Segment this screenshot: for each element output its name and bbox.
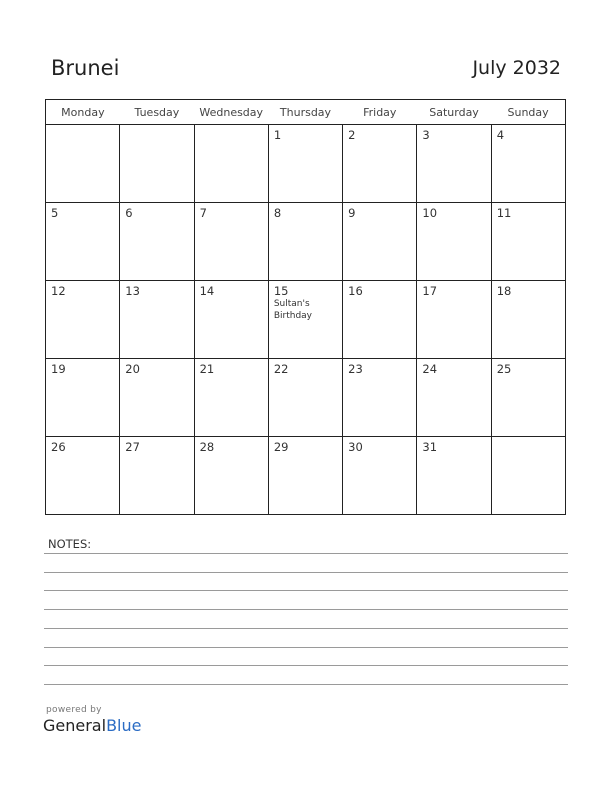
brand-logo (43, 716, 141, 735)
day-number: 19 (51, 362, 66, 376)
calendar-grid (45, 99, 566, 515)
calendar-day-cell (268, 359, 342, 437)
note-line (44, 572, 568, 573)
calendar-day-cell (343, 281, 417, 359)
day-number: 23 (348, 362, 363, 376)
calendar-day-cell (194, 437, 268, 515)
holiday-label: Sultan's Birthday (273, 299, 313, 321)
brand-logo-general: General (43, 716, 107, 735)
calendar-day-cell (417, 437, 491, 515)
calendar-day-cell (491, 437, 565, 515)
country-title: Brunei (51, 56, 120, 80)
calendar-day-cell (343, 359, 417, 437)
day-number: 25 (496, 362, 512, 376)
calendar-week-row (46, 437, 566, 515)
day-number: 11 (496, 206, 512, 220)
calendar-day-cell (268, 437, 342, 515)
calendar-day-cell (46, 125, 120, 203)
day-number: 8 (273, 206, 282, 220)
day-number: 29 (273, 440, 289, 454)
calendar-day-cell (343, 125, 417, 203)
calendar-day-cell (194, 281, 268, 359)
calendar-day-cell (417, 125, 491, 203)
weekday-header-tuesday: Tuesday (120, 100, 194, 125)
day-number: 31 (422, 440, 438, 454)
day-number: 20 (125, 362, 140, 376)
note-line (44, 609, 568, 610)
weekday-header-wednesday: Wednesday (194, 100, 268, 125)
note-line (44, 684, 568, 685)
calendar-day-cell (194, 203, 268, 281)
calendar-day-cell (491, 125, 565, 203)
day-number: 13 (125, 284, 140, 298)
calendar-day-cell (46, 281, 120, 359)
day-number: 14 (199, 284, 215, 298)
calendar-day-cell (491, 359, 565, 437)
note-line (44, 628, 568, 629)
day-number: 24 (422, 362, 438, 376)
day-number: 15 (273, 284, 289, 298)
day-number: 9 (348, 206, 356, 220)
weekday-header-friday: Friday (343, 100, 417, 125)
weekday-header-monday: Monday (46, 100, 120, 125)
calendar-day-cell (417, 203, 491, 281)
day-number: 17 (422, 284, 438, 298)
day-number: 28 (199, 440, 215, 454)
calendar-day-cell (194, 359, 268, 437)
day-number: 26 (51, 440, 66, 454)
day-number: 21 (199, 362, 215, 376)
calendar-day-cell (120, 125, 194, 203)
calendar-day-cell (268, 125, 342, 203)
day-number: 27 (125, 440, 140, 454)
calendar-body (46, 125, 566, 515)
day-number: 12 (51, 284, 66, 298)
calendar-week-row (46, 281, 566, 359)
day-number: 22 (273, 362, 289, 376)
notes-label: NOTES: (48, 537, 92, 551)
calendar-day-cell (268, 203, 342, 281)
day-number: 3 (422, 128, 430, 142)
day-number: 5 (51, 206, 59, 220)
calendar-day-cell (491, 203, 565, 281)
calendar-day-cell (417, 281, 491, 359)
note-line (44, 590, 568, 591)
month-year-title: July 2032 (472, 57, 561, 79)
calendar-day-cell (120, 203, 194, 281)
note-line (44, 553, 568, 554)
powered-by-text: powered by (46, 705, 102, 715)
calendar-day-cell (46, 203, 120, 281)
calendar-week-row (46, 359, 566, 437)
day-number: 18 (496, 284, 512, 298)
weekday-header-row (46, 100, 566, 125)
day-number: 1 (273, 128, 282, 142)
calendar-day-cell (120, 281, 194, 359)
day-number: 16 (348, 284, 363, 298)
note-line (44, 665, 568, 666)
calendar-day-cell (120, 437, 194, 515)
calendar-day-cell (491, 281, 565, 359)
day-number: 7 (199, 206, 207, 220)
calendar-week-row (46, 203, 566, 281)
calendar-day-cell (343, 437, 417, 515)
day-number: 30 (348, 440, 363, 454)
brand-logo-blue: Blue (106, 716, 142, 735)
day-number: 2 (348, 128, 356, 142)
calendar-day-cell (194, 125, 268, 203)
calendar-day-cell (268, 281, 342, 359)
calendar-day-cell (46, 437, 120, 515)
day-number: 4 (496, 128, 505, 142)
note-line (44, 647, 568, 648)
day-number: 6 (125, 206, 133, 220)
weekday-header-sunday: Sunday (491, 100, 565, 125)
calendar-day-cell (417, 359, 491, 437)
calendar-day-cell (343, 203, 417, 281)
weekday-header-saturday: Saturday (417, 100, 491, 125)
calendar-week-row (46, 125, 566, 203)
calendar-day-cell (46, 359, 120, 437)
day-number: 10 (422, 206, 438, 220)
weekday-header-thursday: Thursday (268, 100, 342, 125)
calendar-day-cell (120, 359, 194, 437)
